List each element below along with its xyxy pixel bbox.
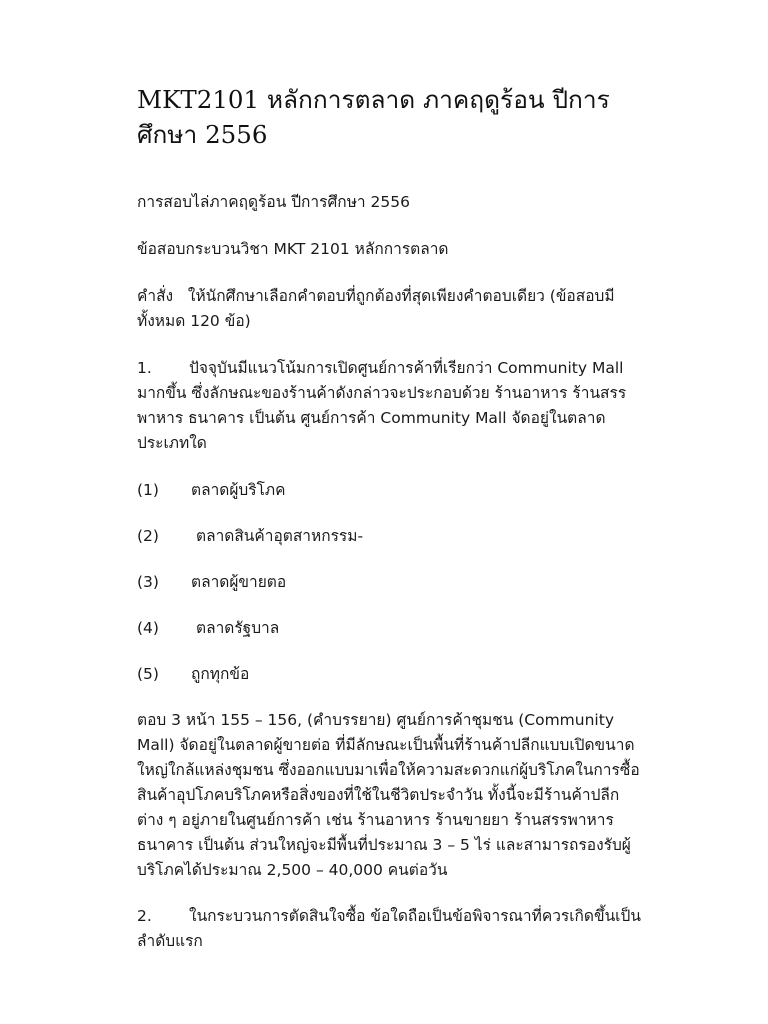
choice-text: ตลาดผู้บริโภค (191, 481, 286, 499)
choice-label: (4) (137, 619, 159, 637)
choice-1 (137, 478, 644, 503)
exam-heading: การสอบไล่ภาคฤดูร้อน ปีการศึกษา 2556 (137, 193, 410, 211)
instructions-label: คำสั่ง (137, 287, 174, 305)
question-number: 2. (137, 907, 152, 925)
choice-label: (5) (137, 665, 159, 683)
question-text: ในกระบวนการตัดสินใจซื้อ ข้อใดถือเป็นข้อพิจารณาที่ควรเกิดขึ้นเป็นลำดับแรก (137, 907, 641, 950)
choice-5 (137, 662, 644, 687)
answer-explanation: ตอบ 3 หน้า 155 – 156, (คำบรรยาย) ศูนย์การค้าชุมชน (Community Mall) จัดอยู่ในตลาดผู้ขายต่อ ที่มีลักษณะเป็นพื้นที่ร้านค้าปลีกแบบเปิดขนาดใหญ่ใกล้แหล่งชุมชน ซึ่งออกแบบมาเพื่อให้ความสะดวกแก่ผู้บริโภคในการซื้อสินค้าอุปโภคบริโภคหรือสิ่งของที่ใช้ในชีวิตประจำวัน ทั้งนี้จะมีร้านค้าปลีกต่าง ๆ อยู่ภายในศูนย์การค้า เช่น ร้านอาหาร ร้านขายยา ร้านสรรพาหาร ธนาคาร เป็นต้น ส่วนใหญ่จะมีพื้นที่ประมาณ 3 – 5 ไร่ และสามารถรองรับผู้บริโภคได้ประมาณ 2,500 – 40,000 คนต่อวัน (137, 711, 640, 879)
choice-3 (137, 570, 644, 595)
document-title: MKT2101 หลักการตลาด ภาคฤดูร้อน ปีการศึกษา 2556 (137, 85, 610, 149)
choice-label: (1) (137, 481, 159, 499)
choice-text: ตลาดสินค้าอุตสาหกรรม- (196, 527, 364, 545)
subject-line: ข้อสอบกระบวนวิชา MKT 2101 หลักการตลาด (137, 240, 449, 258)
choice-label: (3) (137, 573, 159, 591)
question-text: ปัจจุบันมีแนวโน้มการเปิดศูนย์การค้าที่เรียกว่า Community Mall มากขึ้น ซึ่งลักษณะของร้านค้าดังกล่าวจะประกอบด้วย ร้านอาหาร ร้านสรรพาหาร ธนาคาร เป็นต้น ศูนย์การค้า Community Mall จัดอยู่ในตลาดประเภทใด (137, 359, 627, 452)
choice-text: ตลาดรัฐบาล (196, 619, 280, 637)
question-number: 1. (137, 359, 152, 377)
choice-4 (137, 616, 644, 641)
choice-text: ถูกทุกข้อ (191, 665, 250, 683)
question-2 (137, 904, 644, 954)
choice-text: ตลาดผู้ขายตอ (191, 573, 287, 591)
instructions (137, 284, 644, 334)
instructions-text: ให้นักศึกษาเลือกคำตอบที่ถูกต้องที่สุดเพียงคำตอบเดียว (ข้อสอบมีทั้งหมด 120 ข้อ) (137, 287, 615, 330)
question-1 (137, 356, 644, 456)
choice-label: (2) (137, 527, 159, 545)
choice-2 (137, 524, 644, 549)
